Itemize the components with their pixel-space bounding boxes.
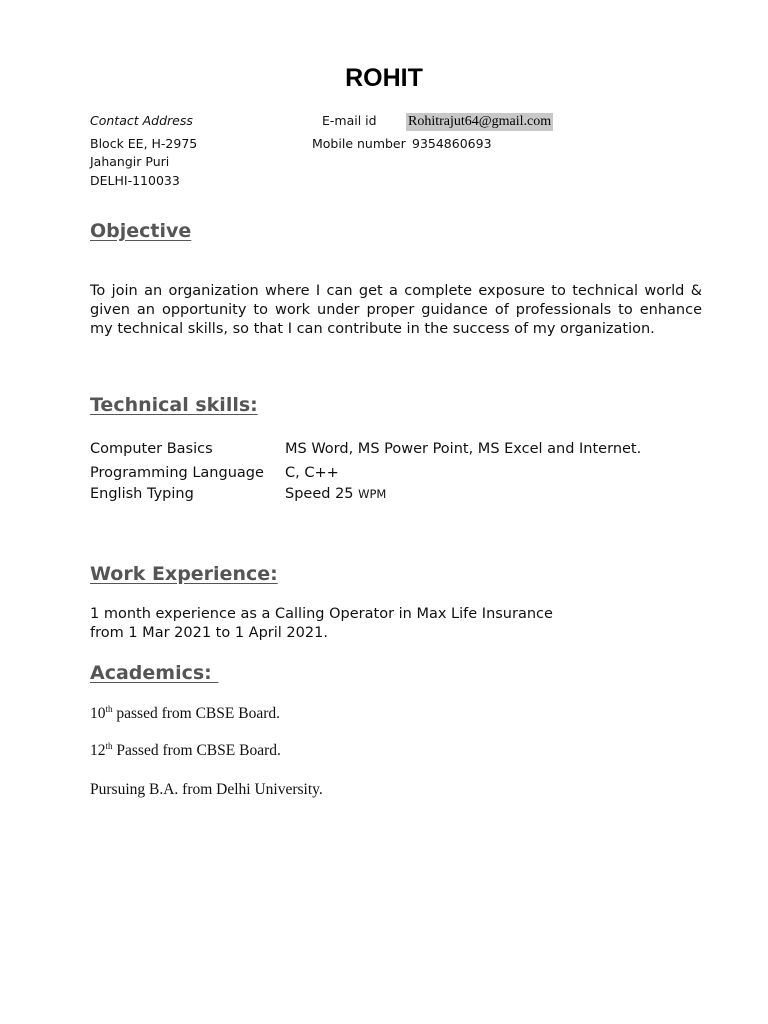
resume-name: ROHIT (345, 64, 423, 92)
address-line-1: Block EE, H-2975 (90, 136, 198, 151)
mobile-label: Mobile number (312, 136, 406, 151)
objective-text: To join an organization where I can get a complete exposure to technical world & given an opportunity to work under proper guidance of professionals to enhance my technical skills, so that I can contribute in the success of my organization. (90, 283, 702, 337)
academic-text: passed from CBSE Board. (112, 705, 280, 722)
academic-item-ba: Pursuing B.A. from Delhi University. (90, 781, 323, 798)
skill-value-programming: C, C++ (285, 465, 339, 481)
academic-item-10th (90, 705, 280, 723)
skill-label-programming: Programming Language (90, 465, 264, 481)
address-line-2: Jahangir Puri (90, 154, 170, 169)
mobile-value: 9354860693 (412, 136, 492, 151)
academic-grade: 10 (90, 705, 106, 722)
skill-value-typing (285, 485, 386, 504)
skill-value-computer-basics: MS Word, MS Power Point, MS Excel and Internet. (285, 441, 642, 457)
academic-grade: 12 (90, 742, 106, 759)
academics-heading: Academics: (90, 662, 219, 684)
address-line-3: DELHI-110033 (90, 173, 180, 188)
academic-grade-suffix: th (105, 703, 113, 714)
work-experience-line-2: from 1 Mar 2021 to 1 April 2021. (90, 625, 328, 641)
typing-unit: WPM (358, 487, 387, 501)
work-experience-heading: Work Experience: (90, 563, 278, 585)
academic-item-12th (90, 742, 281, 760)
objective-heading: Objective (90, 220, 192, 242)
email-label: E-mail id (322, 113, 377, 128)
work-experience-line-1: 1 month experience as a Calling Operator in Max Life Insurance (90, 606, 553, 622)
email-value[interactable]: Rohitrajut64@gmail.com (408, 114, 552, 129)
academic-grade-suffix: th (105, 740, 113, 751)
skill-label-typing: English Typing (90, 486, 194, 502)
typing-speed: Speed 25 (285, 486, 354, 502)
academic-text: Passed from CBSE Board. (112, 742, 281, 759)
skill-label-computer-basics: Computer Basics (90, 441, 213, 457)
contact-address-label: Contact Address (90, 113, 193, 128)
technical-skills-heading: Technical skills: (90, 394, 258, 416)
